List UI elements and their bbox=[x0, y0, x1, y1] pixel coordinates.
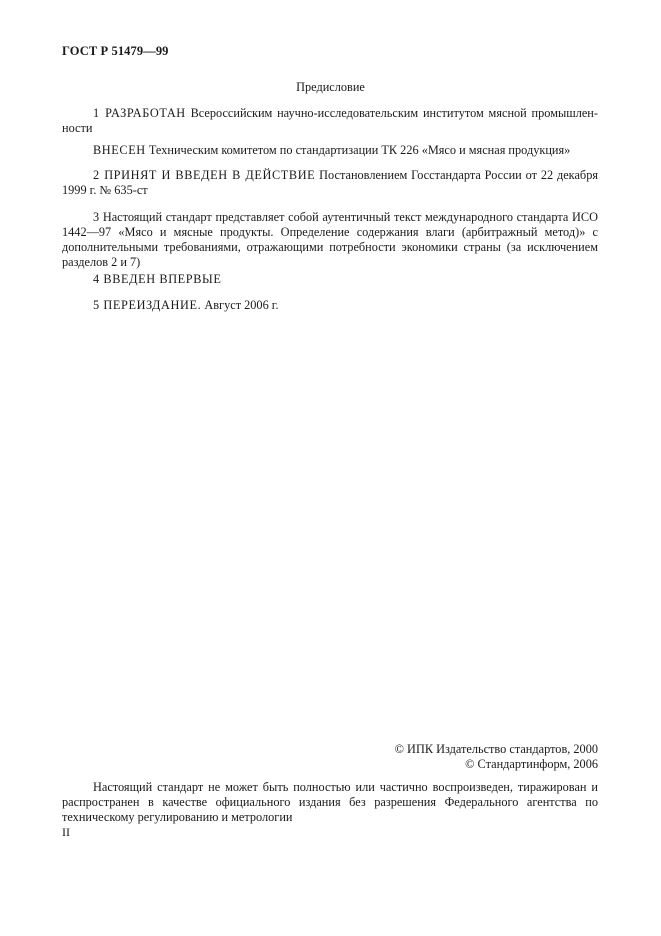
preface-title: Предисловие bbox=[296, 80, 365, 94]
preface-item-1-lead: 1 РАЗРАБОТАН bbox=[93, 106, 186, 120]
preface-item-introduced bbox=[62, 143, 598, 158]
preface-item-5 bbox=[62, 298, 598, 313]
document-code: ГОСТ Р 51479—99 bbox=[62, 44, 169, 58]
preface-item-introduced-lead: ВНЕСЕН bbox=[93, 143, 146, 157]
preface-item-3 bbox=[62, 210, 598, 270]
preface-item-1-text: Всероссийским научно-исследовательским институтом мясной промышленности bbox=[62, 106, 598, 135]
preface-item-2-text: Постановлением Госстандарта России от 22 декабря 1999 г. № 635-ст bbox=[62, 168, 598, 197]
copyright-block bbox=[395, 742, 598, 772]
preface-item-5-lead: 5 ПЕРЕИЗДАНИЕ. bbox=[93, 298, 202, 312]
preface-item-2-lead: 2 ПРИНЯТ И ВВЕДЕН В ДЕЙСТВИЕ bbox=[93, 168, 316, 182]
preface-item-2 bbox=[62, 168, 598, 198]
preface-item-4-lead: 4 ВВЕДЕН ВПЕРВЫЕ bbox=[93, 272, 222, 286]
reproduction-notice: Настоящий стандарт не может быть полностью или частично воспроизведен, тиражирован и распространен в качестве официального издания без разрешения Федерального агентства по техническому регулированию и метрологии bbox=[62, 780, 598, 824]
copyright-line-2: © Стандартинформ, 2006 bbox=[465, 757, 598, 771]
preface-item-3-text: 3 Настоящий стандарт представляет собой аутентичный текст международного стандарта ИСО 1442—97 «Мясо и мясные продукты. Определение содержания влаги (арбитражный метод)» с дополнительными требованиями, отражающими потребности экономики страны (за исключением разделов 2 и 7) bbox=[62, 210, 598, 269]
copyright-line-1: © ИПК Издательство стандартов, 2000 bbox=[394, 742, 598, 756]
preface-item-4 bbox=[62, 272, 598, 287]
preface-item-1 bbox=[62, 106, 598, 136]
preface-item-introduced-text: Техническим комитетом по стандартизации ТК 226 «Мясо и мясная продукция» bbox=[145, 143, 571, 157]
page-number: II bbox=[62, 825, 70, 839]
preface-item-5-text: Август 2006 г. bbox=[201, 298, 279, 312]
